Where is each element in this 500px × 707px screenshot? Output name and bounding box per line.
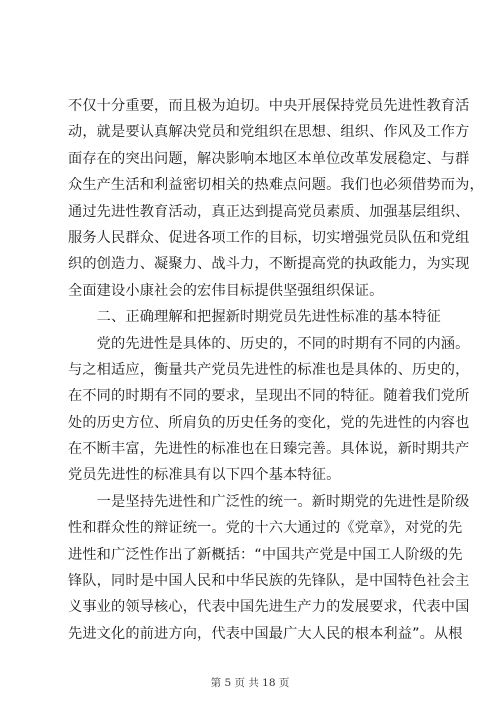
text-line: 党的先进性是具体的、历史的，不同的时期有不同的内涵。 (68, 335, 470, 352)
section-heading: 二、正确理解和把握新时期党员先进性标准的基本特征 (68, 309, 441, 326)
text-line: 织的创造力、凝聚力、战斗力，不断提高党的执政能力，为实现 (68, 256, 470, 273)
text-line: 先进文化的前进方向，代表中国最广大人民的根本利益”。从根 (68, 625, 463, 642)
text-line: 在不断丰富，先进性的标准也在日臻完善。具体说，新时期共产 (68, 441, 470, 458)
text-line: 与之相适应，衡量共产党员先进性的标准也是具体的、历史的， (68, 361, 470, 378)
text-line: 处的历史方位、所肩负的历史任务的变化，党的先进性的内容也 (68, 414, 470, 431)
text-line: 通过先进性教育活动，真正达到提高党员素质、加强基层组织、 (68, 203, 470, 220)
text-line: 党员先进性的标准具有以下四个基本特征。 (68, 467, 341, 484)
page-number-footer: 第 5 页 共 18 页 (210, 677, 290, 689)
text-line: 义事业的领导核心，代表中国先进生产力的发展要求，代表中国 (68, 599, 470, 616)
text-line: 一是坚持先进性和广泛性的统一。新时期党的先进性是阶级 (68, 493, 470, 510)
text-line: 服务人民群众、促进各项工作的目标，切实增强党员队伍和党组 (68, 229, 470, 246)
text-line: 性和群众性的辩证统一。党的十六大通过的《党章》，对党的先 (68, 520, 463, 537)
text-line: 不仅十分重要，而且极为迫切。中央开展保持党员先进性教育活 (68, 98, 470, 114)
text-line: 众生产生活和利益密切相关的热难点问题。我们也必须借势而为， (68, 177, 484, 194)
body-text (68, 93, 484, 647)
text-line: 全面建设小康社会的宏伟目标提供坚强组织保证。 (68, 282, 384, 299)
text-line: 面存在的突出问题，解决影响本地区本单位改革发展稳定、与群 (68, 150, 470, 167)
text-line: 锋队，同时是中国人民和中华民族的先锋队，是中国特色社会主 (68, 573, 470, 590)
text-line: 在不同的时期有不同的要求，呈现出不同的特征。随着我们党所 (68, 388, 470, 405)
text-line: 进性和广泛性作出了新概括：“中国共产党是中国工人阶级的先 (68, 546, 463, 563)
text-line: 动，就是要认真解决党员和党组织在思想、组织、作风及工作方 (68, 124, 470, 141)
